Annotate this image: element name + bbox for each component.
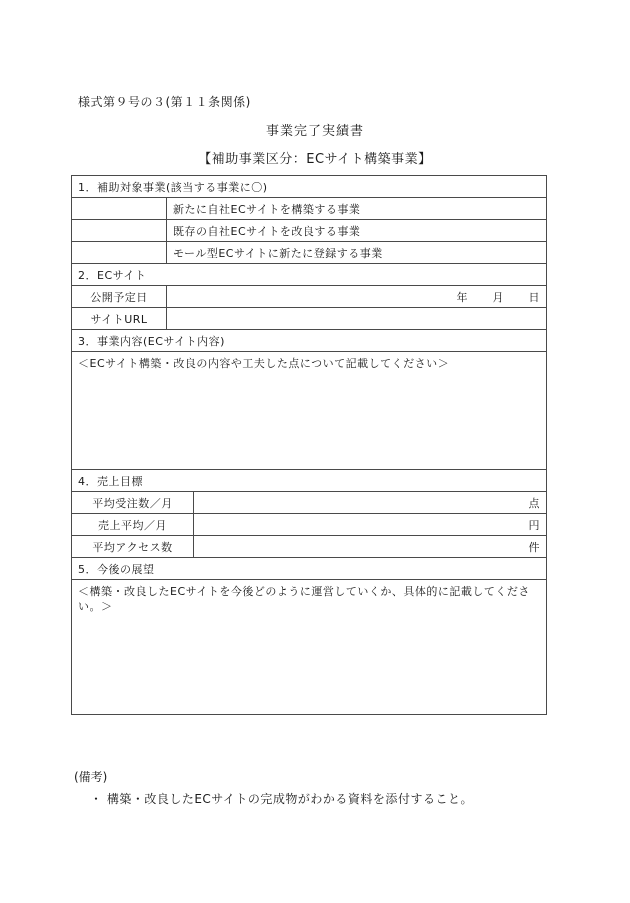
sales-target-row: [72, 536, 547, 558]
site-url-field[interactable]: [167, 308, 547, 330]
document-subtitle: 【補助事業区分：ECサイト構築事業】: [198, 152, 432, 167]
notes-heading: (備考): [74, 770, 108, 784]
section-3-heading: 3．事業内容(ECサイト内容): [72, 330, 547, 352]
future-outlook-field[interactable]: [72, 580, 547, 715]
avg-orders-field[interactable]: [194, 492, 547, 514]
project-type-label: モール型ECサイトに新たに登録する事業: [167, 242, 547, 264]
publish-date-field[interactable]: [167, 286, 547, 308]
project-content-field[interactable]: [72, 352, 547, 470]
project-type-row: [72, 198, 547, 220]
month-unit: 月: [492, 290, 505, 304]
year-unit: 年: [456, 290, 469, 304]
project-content-row: [72, 352, 547, 470]
project-type-check-cell[interactable]: [72, 242, 167, 264]
section-5-header: [72, 558, 547, 580]
avg-access-label: 平均アクセス数: [72, 536, 194, 558]
project-type-check-cell[interactable]: [72, 220, 167, 242]
project-content-prompt: ＜ECサイト構築・改良の内容や工夫した点について記載してください＞: [78, 357, 450, 370]
publish-date-label: 公開予定日: [72, 286, 167, 308]
section-1-heading: 1．補助対象事業(該当する事業に〇): [72, 176, 547, 198]
future-outlook-prompt: ＜構築・改良したECサイトを今後どのように運営していくか、具体的に記載してください。＞: [78, 585, 530, 613]
sales-target-row: [72, 492, 547, 514]
avg-access-field[interactable]: [194, 536, 547, 558]
publish-date-row: [72, 286, 547, 308]
section-5-heading: 5．今後の展望: [72, 558, 547, 580]
project-type-label: 既存の自社ECサイトを改良する事業: [167, 220, 547, 242]
section-4-heading: 4．売上目標: [72, 470, 547, 492]
avg-access-unit: 件: [528, 540, 541, 554]
form-number: 様式第９号の３(第１１条関係): [78, 95, 251, 109]
project-type-row: [72, 242, 547, 264]
section-2-header: [72, 264, 547, 286]
section-3-header: [72, 330, 547, 352]
document-title: 事業完了実績書: [265, 124, 364, 139]
sales-target-row: [72, 514, 547, 536]
project-type-row: [72, 220, 547, 242]
project-type-check-cell[interactable]: [72, 198, 167, 220]
project-type-label: 新たに自社ECサイトを構築する事業: [167, 198, 547, 220]
section-1-header: [72, 176, 547, 198]
day-unit: 日: [528, 290, 541, 304]
site-url-label: サイトURL: [72, 308, 167, 330]
avg-sales-field[interactable]: [194, 514, 547, 536]
future-outlook-row: [72, 580, 547, 715]
notes-item: ・ 構築・改良したECサイトの完成物がわかる資料を添付すること。: [90, 792, 473, 806]
avg-sales-label: 売上平均／月: [72, 514, 194, 536]
site-url-row: [72, 308, 547, 330]
avg-sales-unit: 円: [528, 518, 541, 532]
section-2-heading: 2．ECサイト: [72, 264, 547, 286]
section-4-header: [72, 470, 547, 492]
report-form: [71, 175, 547, 715]
avg-orders-label: 平均受注数／月: [72, 492, 194, 514]
avg-orders-unit: 点: [528, 496, 541, 510]
